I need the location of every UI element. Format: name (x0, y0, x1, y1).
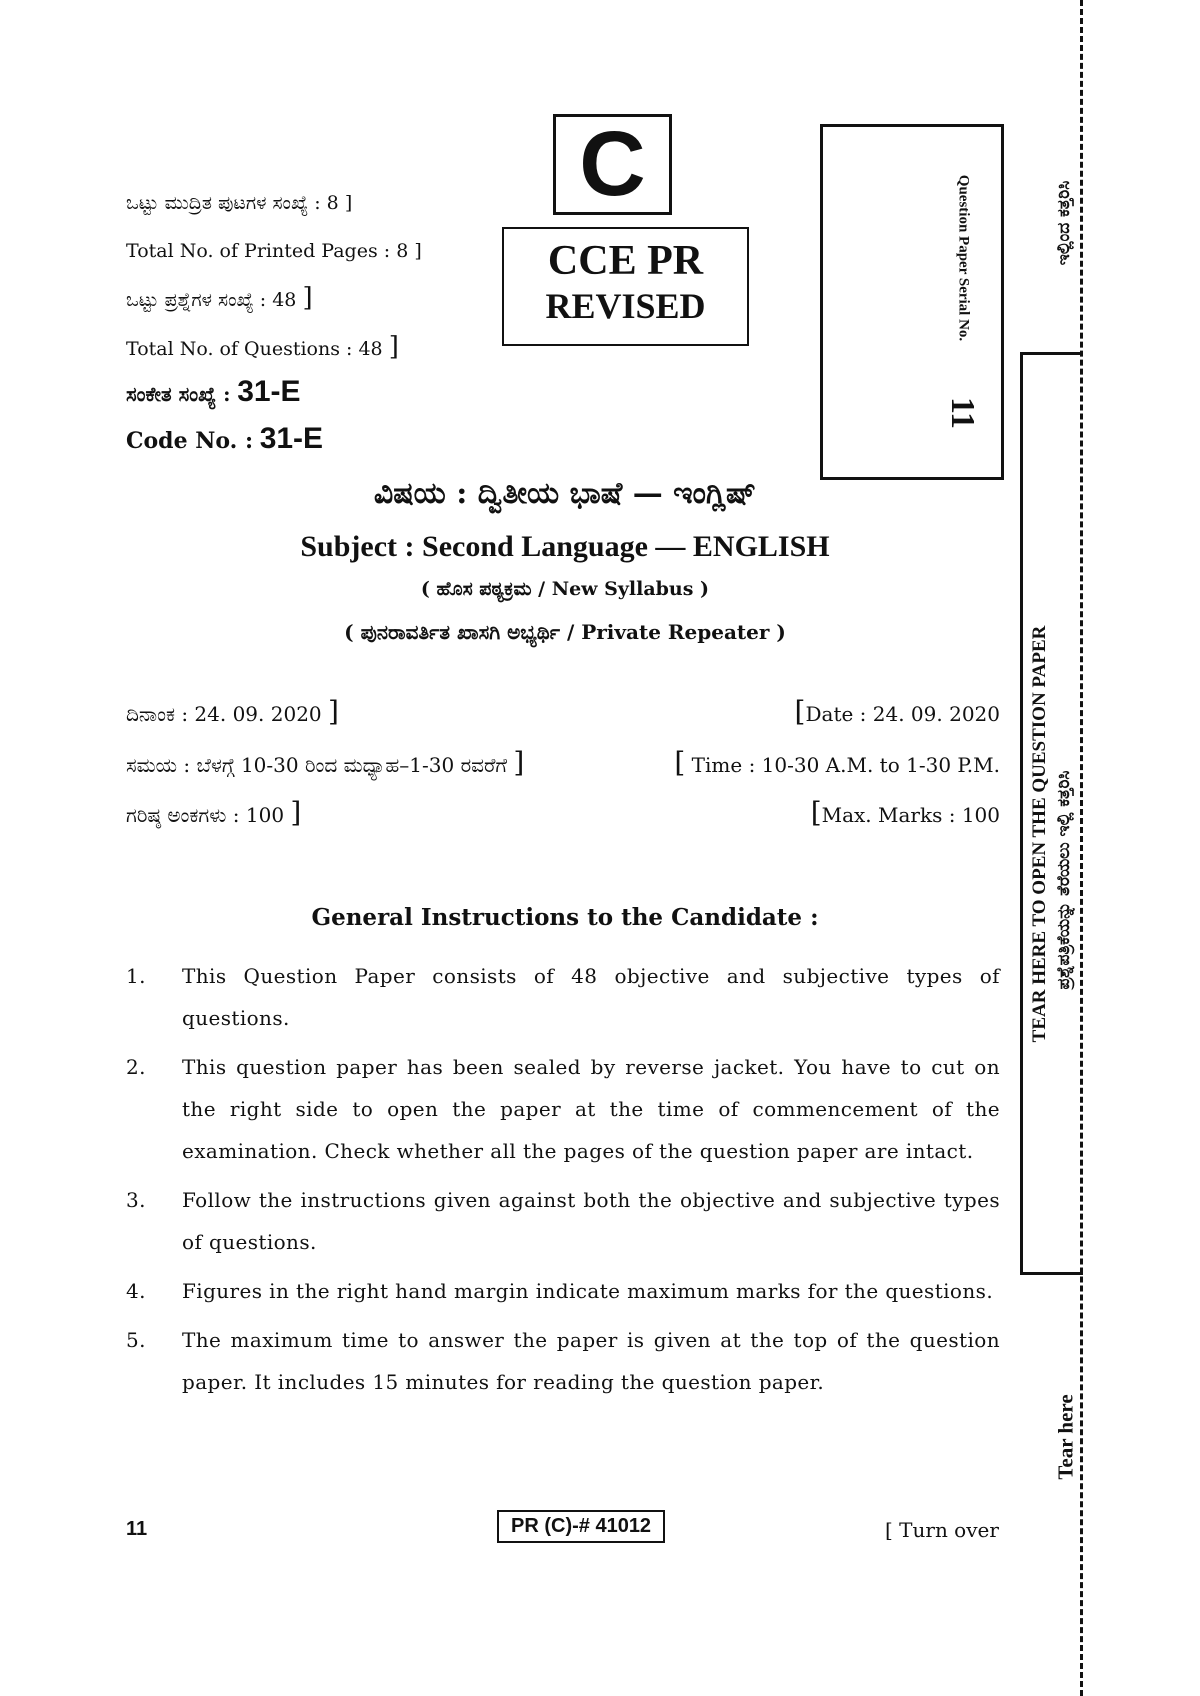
questions-english-text: Total No. of Questions : 48 (126, 338, 383, 360)
questions-kannada (126, 283, 313, 313)
instruction-number: 5. (126, 1328, 146, 1352)
bracket: [ (810, 796, 822, 829)
instruction-number: 1. (126, 964, 146, 988)
bracket: ] (388, 332, 399, 362)
paper-code-box: PR (C)-# 41012 (497, 1510, 665, 1543)
code-kannada-value: 31-E (237, 375, 301, 408)
printed-pages-english (126, 240, 422, 262)
subject-english: Subject : Second Language — ENGLISH (300, 530, 830, 563)
time-english-text: Time : 10-30 A.M. to 1-30 P.M. (691, 753, 1000, 777)
date-row (126, 695, 1000, 728)
marks-kannada (126, 796, 301, 829)
code-kannada-label: ಸಂಕೇತ ಸಂಖ್ಯೆ : (126, 382, 231, 406)
code-english (126, 422, 323, 456)
cce-pr-box (502, 227, 749, 346)
bracket: ] (513, 746, 525, 779)
code-kannada (126, 375, 301, 409)
instruction-number: 4. (126, 1279, 146, 1303)
tear-here-kannada: ಪ್ರಶ್ನೆಪತ್ರಿಕೆಯನ್ನು ತೆರೆಯಲು ಇಲ್ಲಿ ಕತ್ತರಿಸಿ (1054, 770, 1074, 990)
bracket: [ (794, 695, 806, 728)
marks-row (126, 796, 1000, 829)
bracket: ] (290, 796, 302, 829)
bracket: ] (302, 283, 313, 313)
instruction-text: This question paper has been sealed by reverse jacket. You have to cut on the right side to open the paper at the time of commencement of the examination. Check whether all the pages of the question paper are intact. (182, 1055, 1000, 1163)
tear-here-label: Tear here (1053, 1394, 1078, 1480)
instruction-text: This Question Paper consists of 48 objective and subjective types of questions. (182, 964, 1000, 1030)
printed-pages-kannada-text: ಒಟ್ಟು ಮುದ್ರಿತ ಪುಟಗಳ ಸಂಖ್ಯೆ : 8 (126, 192, 339, 214)
bracket: ] (328, 695, 339, 728)
tear-here-instruction: TEAR HERE TO OPEN THE QUESTION PAPER (1029, 625, 1050, 1043)
version-letter-box (553, 114, 672, 215)
revised-label: REVISED (545, 286, 706, 326)
time-kannada-text: ಸಮಯ : ಬೆಳಗ್ಗೆ 10-30 ರಿಂದ ಮಧ್ಯಾಹ–1-30 ರವರೆಗೆ (126, 753, 507, 777)
marks-english (811, 796, 1000, 829)
date-kannada (126, 695, 339, 728)
time-row (126, 746, 1000, 779)
time-english (674, 746, 1000, 779)
date-english-text: Date : 24. 09. 2020 (805, 702, 1000, 726)
candidate-type: ( ಪುನರಾವರ್ತಿತ ಖಾಸಗಿ ಅಭ್ಯರ್ಥಿ / Private Repeater ) (344, 620, 786, 644)
printed-pages-english-text: Total No. of Printed Pages : 8 (126, 240, 409, 262)
instructions-list (126, 955, 1000, 1403)
marks-kannada-text: ಗರಿಷ್ಠ ಅಂಕಗಳು : 100 (126, 803, 285, 827)
code-english-label: Code No. : (126, 428, 254, 454)
instruction-item (126, 1179, 1000, 1263)
marks-english-text: Max. Marks : 100 (821, 803, 1000, 827)
instruction-text: Follow the instructions given against both the objective and subjective types of questions. (182, 1188, 1000, 1254)
instruction-item (126, 1046, 1000, 1172)
instruction-text: Figures in the right hand margin indicate maximum marks for the questions. (182, 1279, 994, 1303)
subject-kannada: ವಿಷಯ : ದ್ವಿತೀಯ ಭಾಷೆ — ಇಂಗ್ಲಿಷ್ (373, 476, 757, 511)
serial-number-value: 11 (944, 396, 981, 430)
cut-here-kannada: ಇಲ್ಲಿಂದ ಕತ್ತರಿಸಿ (1054, 180, 1074, 266)
code-english-value: 31-E (259, 422, 324, 455)
questions-english (126, 332, 399, 362)
printed-pages-kannada (126, 192, 352, 214)
instruction-item (126, 955, 1000, 1039)
cce-pr-label: CCE PR (547, 238, 704, 284)
turn-over-note: [ Turn over (885, 1518, 999, 1542)
instruction-text: The maximum time to answer the paper is given at the top of the question paper. It includes 15 minutes for reading the question paper. (182, 1328, 1000, 1394)
instruction-item (126, 1270, 1000, 1312)
instructions-heading: General Instructions to the Candidate : (311, 904, 819, 931)
instruction-number: 3. (126, 1188, 146, 1212)
version-letter: C (579, 113, 646, 215)
serial-number-label: Question Paper Serial No. (955, 174, 972, 342)
date-english (795, 695, 1000, 728)
page-number: 11 (126, 1518, 148, 1540)
questions-kannada-text: ಒಟ್ಟು ಪ್ರಶ್ನೆಗಳ ಸಂಖ್ಯೆ : 48 (126, 289, 297, 311)
bracket: ] (414, 240, 422, 262)
syllabus: ( ಹೊಸ ಪಠ್ಯಕ್ರಮ / New Syllabus ) (420, 578, 710, 600)
instruction-item (126, 1319, 1000, 1403)
time-kannada (126, 746, 524, 779)
instruction-number: 2. (126, 1055, 146, 1079)
bracket: ] (344, 192, 353, 214)
bracket: [ (674, 746, 686, 779)
date-kannada-text: ದಿನಾಂಕ : 24. 09. 2020 (126, 702, 322, 726)
